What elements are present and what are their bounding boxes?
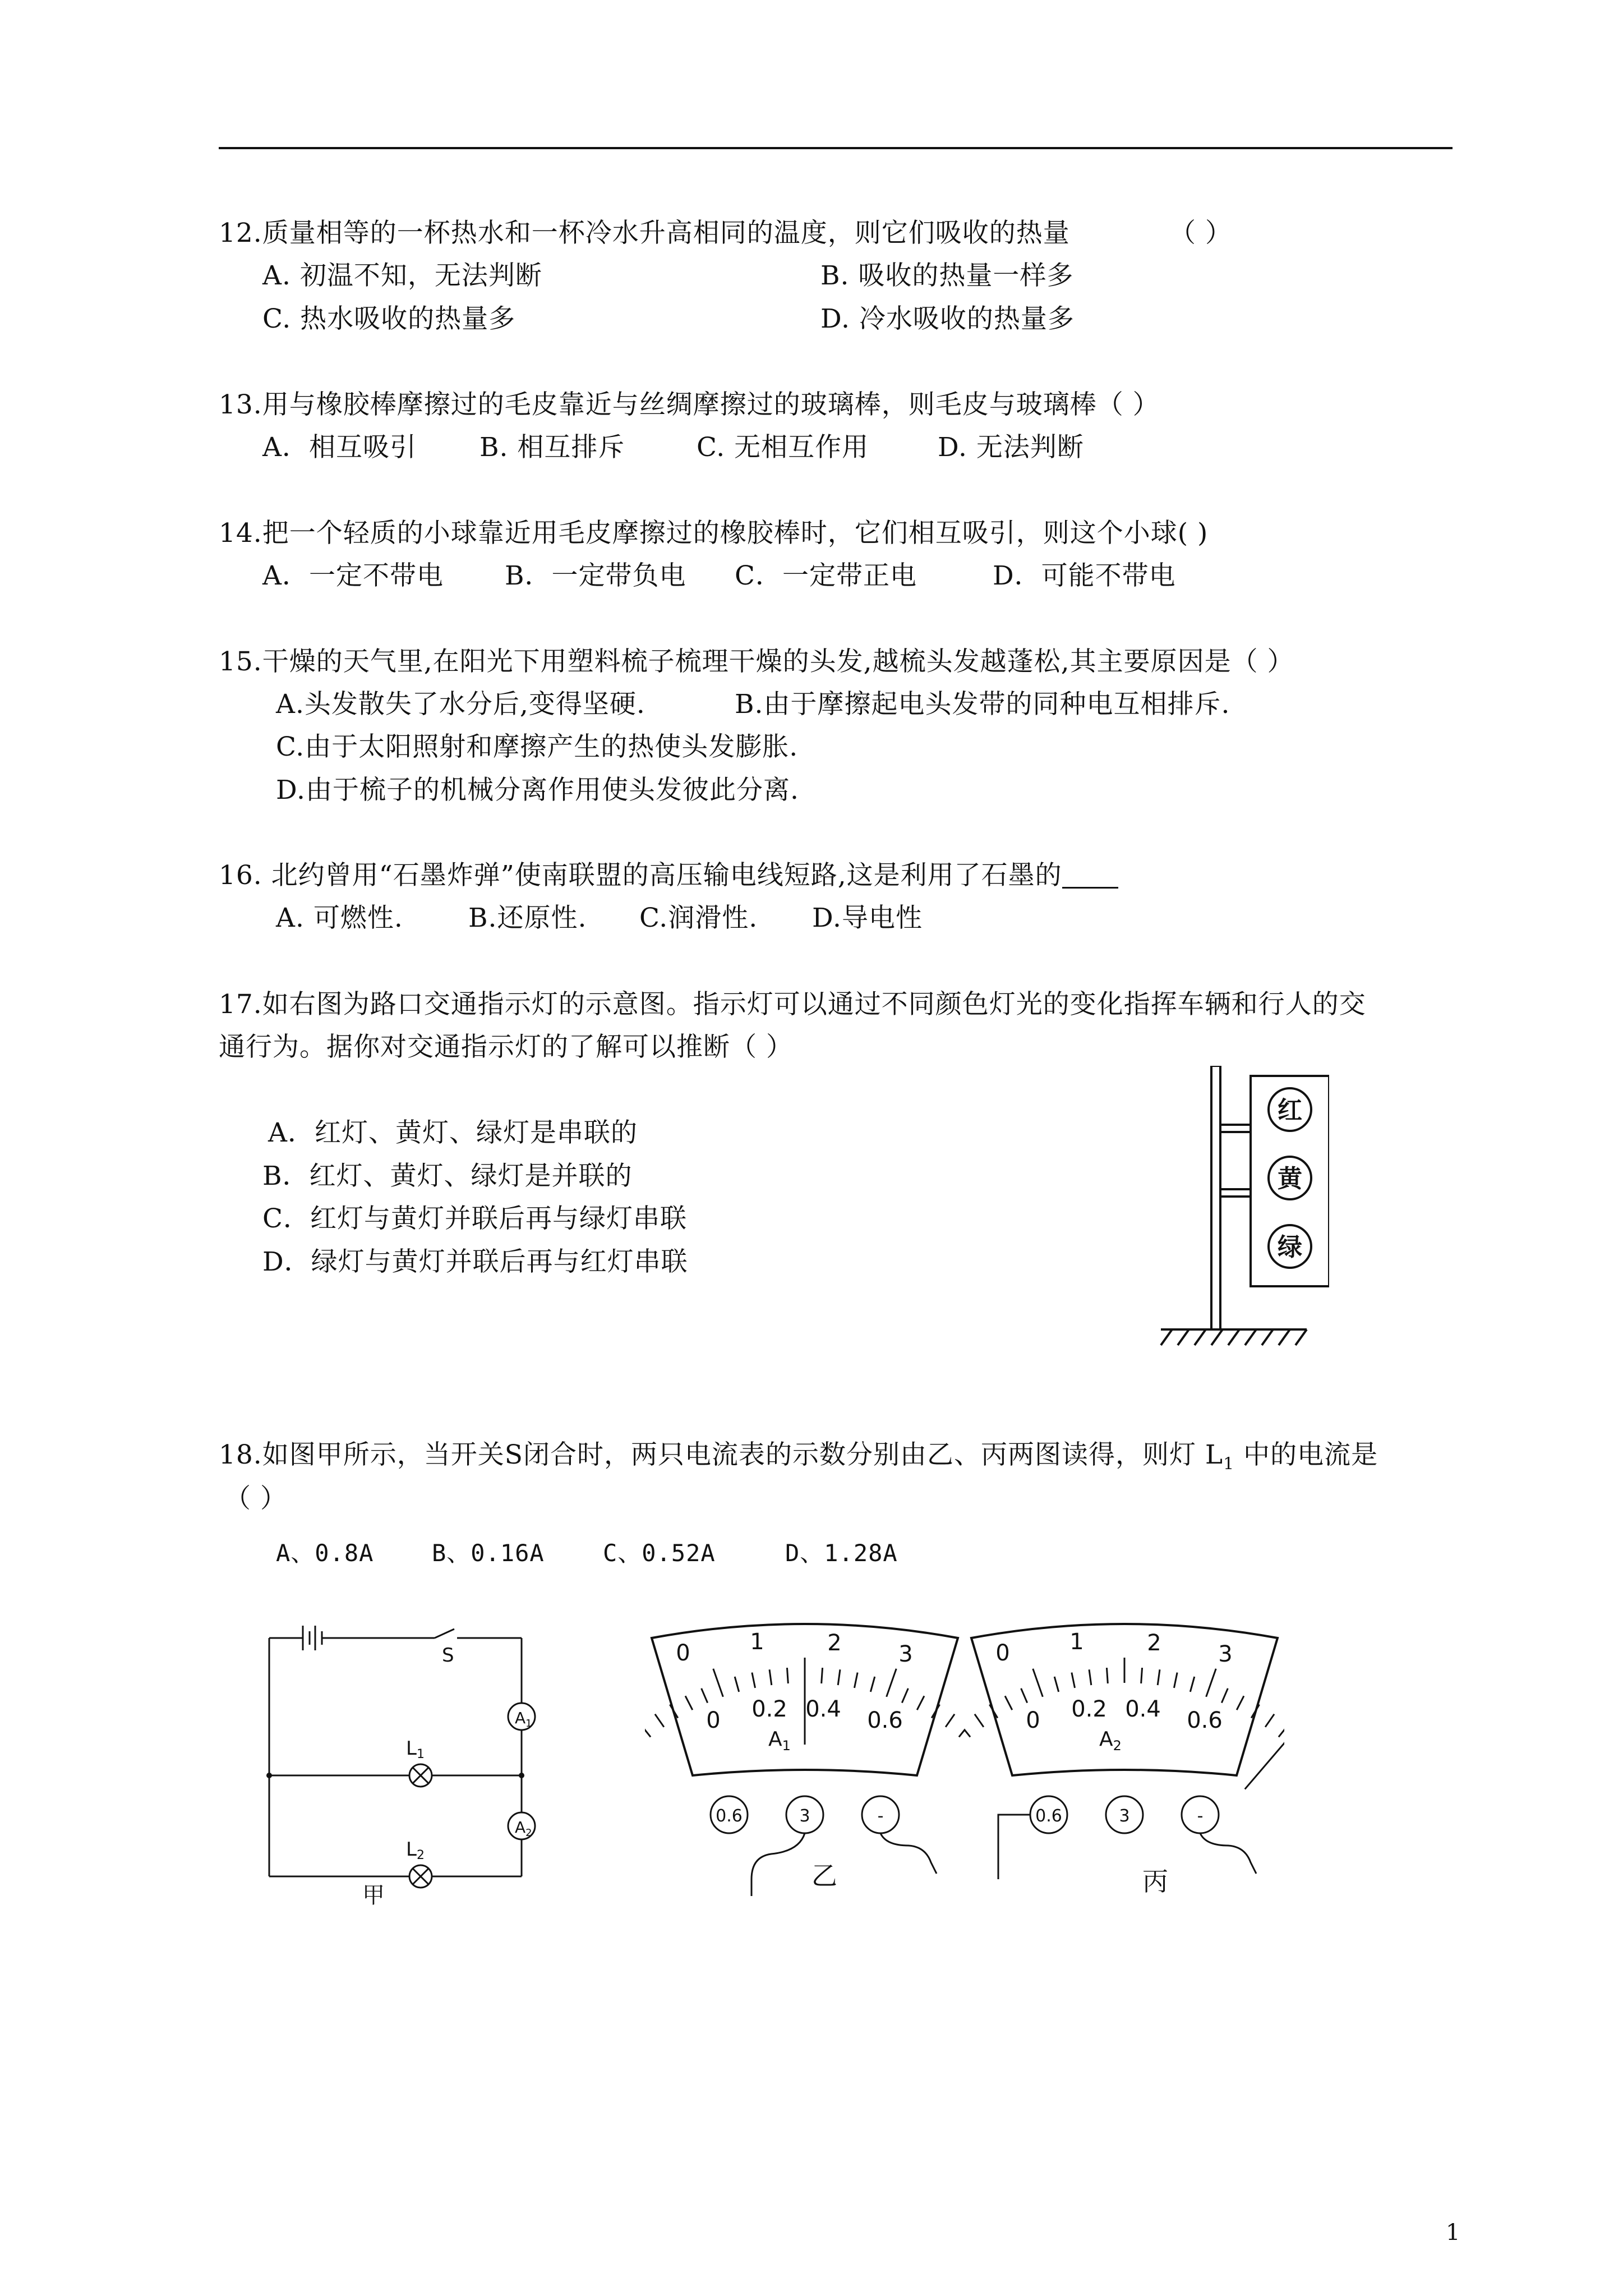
meter-yi-small-06: 0.6 xyxy=(867,1708,903,1733)
q16-option-b: B.还原性. xyxy=(468,903,587,933)
q12-option-a: A. 初温不知，无法判断 xyxy=(262,260,542,291)
q17-option-d: D．绿灯与黄灯并联后再与红灯串联 xyxy=(262,1246,688,1277)
meter-bing-tick xyxy=(1054,1677,1058,1692)
meter-yi-tick xyxy=(887,1669,897,1697)
meter-yi-big-0: 0 xyxy=(676,1640,690,1666)
q17-option-a: A．红灯、黄灯、绿灯是串联的 xyxy=(268,1117,638,1148)
ammeter-yi-figure xyxy=(645,1616,965,1907)
meter-yi-tick xyxy=(902,1688,908,1703)
meter-yi-tick xyxy=(685,1696,693,1710)
meter-bing-tick xyxy=(1237,1696,1244,1710)
circuit-caption: 甲 xyxy=(362,1883,385,1907)
q18-stem-a: 18.如图甲所示，当开关S闭合时，两只电流表的示数分别由乙、丙两图读得，则灯 L xyxy=(219,1439,1224,1470)
q12-option-d: D. 冷水吸收的热量多 xyxy=(820,303,1075,334)
meter-bing-tick xyxy=(965,1717,970,1737)
meter-bing-tick xyxy=(1033,1669,1043,1697)
q14-option-c: C．一定带正电 xyxy=(735,560,917,591)
meter-yi-terminal-3-label: 3 xyxy=(799,1806,810,1826)
traffic-light-figure xyxy=(1144,1066,1329,1380)
meter-yi-tick xyxy=(870,1677,874,1692)
meter-bing-tick xyxy=(1005,1696,1012,1710)
meter-yi-tick xyxy=(917,1696,924,1710)
meter-yi-label: $A_1$ xyxy=(768,1728,791,1754)
meter-bing-tick xyxy=(1141,1668,1142,1683)
q13-stem: 13.用与橡胶棒摩擦过的毛皮靠近与丝绸摩擦过的玻璃棒，则毛皮与玻璃棒（ ） xyxy=(219,389,1160,420)
meter-yi-tick xyxy=(752,1673,755,1688)
q18-option-b: B、0.16A xyxy=(432,1539,545,1567)
meter-bing-terminal-3-label: 3 xyxy=(1119,1806,1130,1826)
meter-yi-terminal-neg-label: - xyxy=(877,1806,884,1826)
meter-yi-small-04: 0.4 xyxy=(805,1696,841,1722)
meter-bing-big-1: 1 xyxy=(1069,1629,1084,1655)
q13-option-a: A．相互吸引 xyxy=(262,432,417,463)
junction-left xyxy=(266,1773,272,1778)
meter-bing-big-0: 0 xyxy=(995,1640,1010,1666)
q13-option-b: B. 相互排斥 xyxy=(479,432,625,463)
meter-bing-tick xyxy=(1221,1688,1228,1703)
q18-stem-sub: 1 xyxy=(1223,1454,1235,1474)
q12-option-b: B. 吸收的热量一样多 xyxy=(820,260,1074,291)
q16-option-a: A. 可燃性. xyxy=(276,903,403,933)
meter-yi-tick xyxy=(959,1717,965,1737)
meter-yi-big-3: 3 xyxy=(898,1641,913,1667)
meter-bing-needle xyxy=(1245,1726,1284,1789)
q15-option-d: D.由于梳子的机械分离作用使头发彼此分离. xyxy=(276,775,799,806)
ammeter-a1-label: $A_1$ xyxy=(515,1709,532,1729)
q14-option-a: A．一定不带电 xyxy=(262,560,444,591)
q14-stem: 14.把一个轻质的小球靠近用毛皮摩擦过的橡胶棒时，它们相互吸引，则这个小球( ) xyxy=(219,518,1209,549)
meter-bing-small-06: 0.6 xyxy=(1187,1708,1223,1733)
switch-label: S xyxy=(442,1644,454,1667)
meter-yi-tick xyxy=(946,1714,955,1727)
meter-bing-big-3: 3 xyxy=(1218,1641,1233,1667)
meter-bing-caption: 丙 xyxy=(1142,1866,1168,1897)
q15-stem: 15.干燥的天气里,在阳光下用塑料梳子梳理干燥的头发,越梳头发越蓬松,其主要原因是（ ） xyxy=(219,646,1294,677)
q12-option-c: C. 热水吸收的热量多 xyxy=(262,303,516,334)
meter-yi-caption: 乙 xyxy=(811,1861,837,1891)
light-green-label: 绿 xyxy=(1278,1233,1302,1262)
q13-option-d: D. 无法判断 xyxy=(938,432,1084,463)
meter-yi-tick xyxy=(822,1668,823,1683)
meter-yi-tick xyxy=(713,1669,723,1697)
meter-yi-big-2: 2 xyxy=(827,1630,842,1656)
ammeter-a2-label: $A_2$ xyxy=(515,1818,532,1839)
meter-yi-tick xyxy=(702,1688,708,1703)
q17-stem-line1: 17.如右图为路口交通指示灯的示意图。指示灯可以通过不同颜色灯光的变化指挥车辆和行人的交 xyxy=(219,989,1366,1020)
meter-bing-tick xyxy=(1174,1673,1177,1688)
meter-bing-tick xyxy=(1021,1688,1027,1703)
q12-bracket: （ ） xyxy=(1169,218,1232,249)
q18-option-d: D、1.28A xyxy=(785,1539,898,1567)
meter-yi-tick xyxy=(854,1673,857,1688)
q18-stem-b: 中的电流是 xyxy=(1234,1439,1378,1470)
meter-yi-tick xyxy=(735,1677,739,1692)
q18-option-c: C、0.52A xyxy=(603,1539,716,1567)
meter-bing-small-04: 0.4 xyxy=(1125,1696,1161,1722)
meter-bing-tick xyxy=(1279,1717,1284,1737)
meter-bing-tick xyxy=(1206,1669,1216,1697)
meter-bing-terminal-neg-label: - xyxy=(1197,1806,1204,1826)
meter-bing-tick xyxy=(1089,1669,1091,1685)
lamp-l1-label: L1 xyxy=(406,1737,425,1761)
q15-option-c: C.由于太阳照射和摩擦产生的热使头发膨胀. xyxy=(276,731,799,762)
meter-bing-tick xyxy=(1072,1673,1075,1688)
meter-bing-big-2: 2 xyxy=(1147,1630,1161,1656)
meter-bing-small-02: 0.2 xyxy=(1071,1696,1107,1722)
q16-stem-text: 16. 北约曾用“石墨炸弹”使南联盟的高压输电线短路,这是利用了石墨的 xyxy=(219,860,1062,891)
meter-yi-small-0: 0 xyxy=(706,1708,721,1733)
page-number: 1 xyxy=(1446,2220,1461,2246)
meter-bing-tick xyxy=(975,1714,984,1727)
meter-bing-label: $A_2$ xyxy=(1099,1728,1122,1754)
q17-option-c: C．红灯与黄灯并联后再与绿灯串联 xyxy=(262,1203,687,1234)
meter-yi-tick xyxy=(645,1717,651,1737)
meter-yi-big-1: 1 xyxy=(750,1629,764,1655)
meter-bing-tick xyxy=(1158,1669,1160,1685)
q18-bracket: （ ） xyxy=(224,1483,287,1514)
meter-bing-terminal-06-label: 0.6 xyxy=(1035,1806,1062,1826)
q15-option-a: A.头发散失了水分后,变得坚硬. xyxy=(276,689,645,720)
q16-stem xyxy=(219,862,1118,889)
meter-bing-small-0: 0 xyxy=(1026,1708,1040,1733)
q13-option-c: C. 无相互作用 xyxy=(697,432,869,463)
q17-stem-line2: 通行为。据你对交通指示灯的了解可以推断（ ） xyxy=(219,1032,793,1062)
q17-option-b: B．红灯、黄灯、绿灯是并联的 xyxy=(262,1161,633,1191)
q14-option-d: D．可能不带电 xyxy=(993,560,1176,591)
meter-yi-tick xyxy=(787,1668,788,1683)
q12-stem: 12.质量相等的一杯热水和一杯冷水升高相同的温度，则它们吸收的热量 xyxy=(219,218,1070,249)
ammeter-bing-figure xyxy=(965,1616,1284,1907)
q16-option-d: D.导电性 xyxy=(812,903,923,933)
meter-yi-tick xyxy=(655,1714,664,1727)
q15-option-b: B.由于摩擦起电头发带的同种电互相排斥. xyxy=(735,689,1230,720)
lamp-l2-label: L2 xyxy=(406,1838,425,1862)
circuit-diagram xyxy=(264,1616,555,1907)
meter-bing-tick xyxy=(1106,1668,1108,1683)
light-red-label: 红 xyxy=(1278,1096,1302,1125)
meter-yi-tick xyxy=(838,1669,840,1685)
meter-bing-tick xyxy=(1190,1677,1194,1692)
meter-yi-small-02: 0.2 xyxy=(751,1696,787,1722)
q14-option-b: B．一定带负电 xyxy=(505,560,686,591)
meter-bing-tick xyxy=(1265,1714,1274,1727)
header-rule xyxy=(219,147,1453,149)
light-yellow-label: 黄 xyxy=(1278,1165,1302,1193)
q16-option-c: C.润滑性. xyxy=(639,903,758,933)
junction-right xyxy=(519,1773,524,1778)
q18-option-a: A、0.8A xyxy=(276,1539,374,1567)
meter-yi-terminal-06-label: 0.6 xyxy=(716,1806,743,1826)
meter-yi-tick xyxy=(769,1669,772,1685)
q16-answer-blank xyxy=(1062,864,1118,889)
q18-stem-line1 xyxy=(219,1439,1378,1474)
